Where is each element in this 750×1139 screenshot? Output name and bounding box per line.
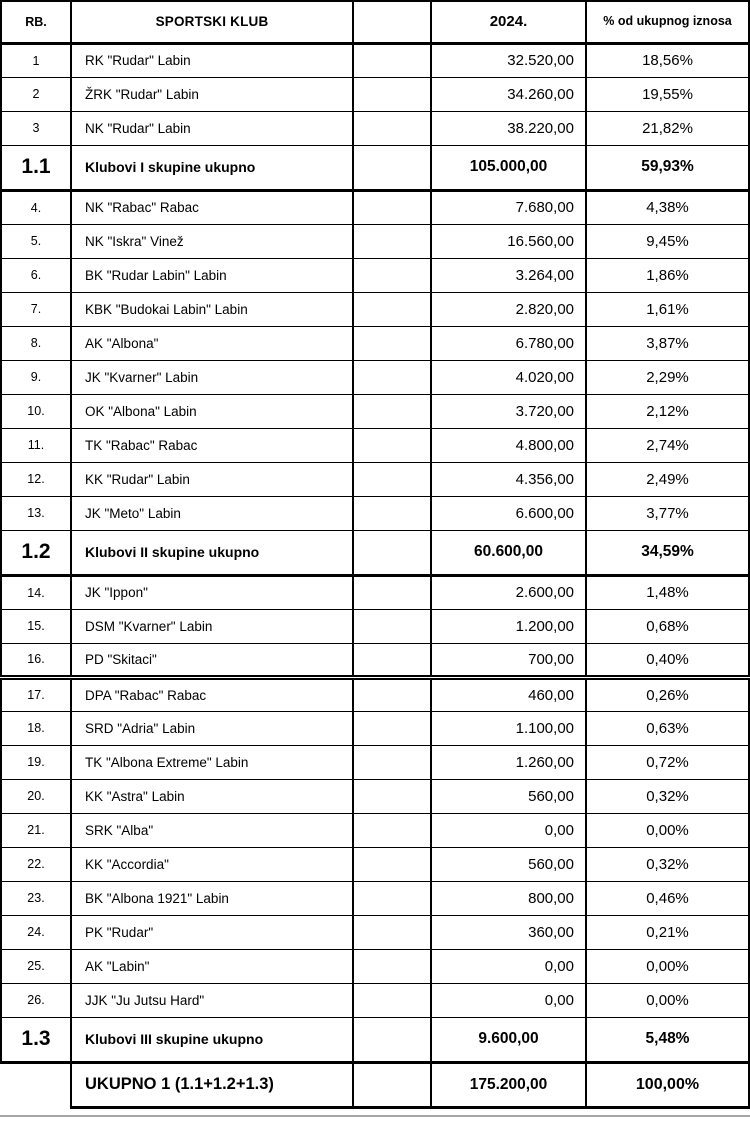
table-row: [1, 847, 749, 881]
percent-cell: 0,63%: [586, 711, 749, 745]
rb-cell: 1.1: [1, 145, 71, 190]
club-cell: KK "Astra" Labin: [71, 779, 353, 813]
percent-cell: 0,32%: [586, 779, 749, 813]
rb-cell: 4.: [1, 190, 71, 224]
percent-cell: 2,12%: [586, 394, 749, 428]
percent-cell: 2,49%: [586, 462, 749, 496]
rb-cell: 7.: [1, 292, 71, 326]
amount-cell: 4.800,00: [431, 428, 586, 462]
percent-cell: 3,77%: [586, 496, 749, 530]
table-row: [1, 779, 749, 813]
table-row: [1, 745, 749, 779]
header-row: [1, 1, 749, 43]
rb-cell: 23.: [1, 881, 71, 915]
amount-cell: 9.600,00: [431, 1017, 586, 1062]
amount-cell: 0,00: [431, 983, 586, 1017]
blank-cell: [353, 462, 431, 496]
blank-cell: [353, 881, 431, 915]
amount-cell: 3.264,00: [431, 258, 586, 292]
percent-cell: 2,74%: [586, 428, 749, 462]
percent-cell: 4,38%: [586, 190, 749, 224]
percent-cell: 0,00%: [586, 983, 749, 1017]
rb-cell: 2: [1, 77, 71, 111]
percent-cell: 19,55%: [586, 77, 749, 111]
blank-cell: [353, 190, 431, 224]
header-club: SPORTSKI KLUB: [71, 1, 353, 43]
blank-cell: [353, 983, 431, 1017]
table-row: [1, 77, 749, 111]
rb-cell: 15.: [1, 609, 71, 643]
rb-cell: 1.2: [1, 530, 71, 575]
club-cell: JJK "Ju Jutsu Hard": [71, 983, 353, 1017]
table-row: [1, 462, 749, 496]
amount-cell: 560,00: [431, 779, 586, 813]
table-row: [1, 292, 749, 326]
club-cell: NK "Rabac" Rabac: [71, 190, 353, 224]
table-row: [1, 428, 749, 462]
rb-cell: 13.: [1, 496, 71, 530]
rb-cell: 3: [1, 111, 71, 145]
blank-cell: [353, 813, 431, 847]
percent-cell: 0,46%: [586, 881, 749, 915]
blank-cell: [353, 847, 431, 881]
table-row: [1, 711, 749, 745]
blank-cell: [353, 292, 431, 326]
table-row: [1, 1062, 749, 1107]
rb-cell: 6.: [1, 258, 71, 292]
amount-cell: 175.200,00: [431, 1062, 586, 1107]
page-bottom-edge: [0, 1115, 750, 1117]
amount-cell: 460,00: [431, 677, 586, 711]
amount-cell: 800,00: [431, 881, 586, 915]
table-row: [1, 609, 749, 643]
amount-cell: 1.260,00: [431, 745, 586, 779]
blank-cell: [353, 609, 431, 643]
table-row: [1, 145, 749, 190]
rb-cell: 16.: [1, 643, 71, 677]
amount-cell: 4.020,00: [431, 360, 586, 394]
table-header: [1, 1, 749, 43]
club-cell: JK "Meto" Labin: [71, 496, 353, 530]
percent-cell: 1,61%: [586, 292, 749, 326]
table-row: [1, 575, 749, 609]
amount-cell: 2.600,00: [431, 575, 586, 609]
blank-cell: [353, 915, 431, 949]
amount-cell: 6.600,00: [431, 496, 586, 530]
blank-cell: [353, 575, 431, 609]
club-cell: Klubovi II skupine ukupno: [71, 530, 353, 575]
percent-cell: 9,45%: [586, 224, 749, 258]
blank-cell: [353, 428, 431, 462]
club-cell: JK "Ippon": [71, 575, 353, 609]
rb-cell: [1, 1062, 71, 1107]
percent-cell: 18,56%: [586, 43, 749, 77]
rb-cell: 19.: [1, 745, 71, 779]
rb-cell: 21.: [1, 813, 71, 847]
percent-cell: 2,29%: [586, 360, 749, 394]
table-row: [1, 111, 749, 145]
blank-cell: [353, 77, 431, 111]
blank-cell: [353, 326, 431, 360]
club-cell: Klubovi I skupine ukupno: [71, 145, 353, 190]
amount-cell: 700,00: [431, 643, 586, 677]
rb-cell: 22.: [1, 847, 71, 881]
amount-cell: 0,00: [431, 949, 586, 983]
percent-cell: 0,00%: [586, 949, 749, 983]
amount-cell: 16.560,00: [431, 224, 586, 258]
percent-cell: 3,87%: [586, 326, 749, 360]
club-cell: TK "Rabac" Rabac: [71, 428, 353, 462]
table-row: [1, 190, 749, 224]
rb-cell: 8.: [1, 326, 71, 360]
blank-cell: [353, 530, 431, 575]
table-row: [1, 360, 749, 394]
rb-cell: 25.: [1, 949, 71, 983]
table-row: [1, 881, 749, 915]
club-cell: AK "Labin": [71, 949, 353, 983]
blank-cell: [353, 1062, 431, 1107]
amount-cell: 34.260,00: [431, 77, 586, 111]
blank-cell: [353, 643, 431, 677]
blank-cell: [353, 360, 431, 394]
rb-cell: 14.: [1, 575, 71, 609]
club-cell: PD "Skitaci": [71, 643, 353, 677]
percent-cell: 34,59%: [586, 530, 749, 575]
rb-cell: 9.: [1, 360, 71, 394]
blank-cell: [353, 258, 431, 292]
rb-cell: 18.: [1, 711, 71, 745]
club-cell: KK "Accordia": [71, 847, 353, 881]
table-row: [1, 1017, 749, 1062]
header-blank: [353, 1, 431, 43]
club-cell: KBK "Budokai Labin" Labin: [71, 292, 353, 326]
table-row: [1, 949, 749, 983]
percent-cell: 1,86%: [586, 258, 749, 292]
percent-cell: 0,21%: [586, 915, 749, 949]
table-row: [1, 915, 749, 949]
blank-cell: [353, 145, 431, 190]
blank-cell: [353, 711, 431, 745]
rb-cell: 12.: [1, 462, 71, 496]
table-row: [1, 530, 749, 575]
blank-cell: [353, 394, 431, 428]
amount-cell: 3.720,00: [431, 394, 586, 428]
header-year: 2024.: [431, 1, 586, 43]
table-body: [1, 43, 749, 1107]
percent-cell: 0,68%: [586, 609, 749, 643]
percent-cell: 0,72%: [586, 745, 749, 779]
rb-cell: 17.: [1, 677, 71, 711]
amount-cell: 7.680,00: [431, 190, 586, 224]
blank-cell: [353, 779, 431, 813]
club-cell: RK "Rudar" Labin: [71, 43, 353, 77]
table-row: [1, 326, 749, 360]
amount-cell: 6.780,00: [431, 326, 586, 360]
amount-cell: 560,00: [431, 847, 586, 881]
club-cell: PK "Rudar": [71, 915, 353, 949]
percent-cell: 21,82%: [586, 111, 749, 145]
amount-cell: 2.820,00: [431, 292, 586, 326]
blank-cell: [353, 949, 431, 983]
club-cell: SRK "Alba": [71, 813, 353, 847]
club-cell: TK "Albona Extreme" Labin: [71, 745, 353, 779]
amount-cell: 360,00: [431, 915, 586, 949]
club-cell: DPA "Rabac" Rabac: [71, 677, 353, 711]
blank-cell: [353, 224, 431, 258]
rb-cell: 1: [1, 43, 71, 77]
blank-cell: [353, 111, 431, 145]
amount-cell: 32.520,00: [431, 43, 586, 77]
amount-cell: 60.600,00: [431, 530, 586, 575]
club-cell: JK "Kvarner" Labin: [71, 360, 353, 394]
amount-cell: 0,00: [431, 813, 586, 847]
header-percent: % od ukupnog iznosa: [586, 1, 749, 43]
percent-cell: 1,48%: [586, 575, 749, 609]
club-cell: KK "Rudar" Labin: [71, 462, 353, 496]
percent-cell: 5,48%: [586, 1017, 749, 1062]
amount-cell: 1.200,00: [431, 609, 586, 643]
table-row: [1, 224, 749, 258]
rb-cell: 24.: [1, 915, 71, 949]
percent-cell: 59,93%: [586, 145, 749, 190]
club-cell: SRD "Adria" Labin: [71, 711, 353, 745]
club-cell: DSM "Kvarner" Labin: [71, 609, 353, 643]
blank-cell: [353, 43, 431, 77]
table-row: [1, 496, 749, 530]
table-row: [1, 258, 749, 292]
rb-cell: 26.: [1, 983, 71, 1017]
club-cell: UKUPNO 1 (1.1+1.2+1.3): [71, 1062, 353, 1107]
club-cell: Klubovi III skupine ukupno: [71, 1017, 353, 1062]
club-cell: ŽRK "Rudar" Labin: [71, 77, 353, 111]
club-cell: OK "Albona" Labin: [71, 394, 353, 428]
blank-cell: [353, 745, 431, 779]
blank-cell: [353, 677, 431, 711]
amount-cell: 1.100,00: [431, 711, 586, 745]
table-row: [1, 677, 749, 711]
rb-cell: 10.: [1, 394, 71, 428]
club-cell: NK "Rudar" Labin: [71, 111, 353, 145]
club-cell: AK "Albona": [71, 326, 353, 360]
amount-cell: 4.356,00: [431, 462, 586, 496]
percent-cell: 0,40%: [586, 643, 749, 677]
rb-cell: 20.: [1, 779, 71, 813]
table-row: [1, 394, 749, 428]
blank-cell: [353, 496, 431, 530]
header-rb: RB.: [1, 1, 71, 43]
table-row: [1, 983, 749, 1017]
club-cell: NK "Iskra" Vinež: [71, 224, 353, 258]
blank-cell: [353, 1017, 431, 1062]
rb-cell: 11.: [1, 428, 71, 462]
percent-cell: 100,00%: [586, 1062, 749, 1107]
table-row: [1, 643, 749, 677]
rb-cell: 1.3: [1, 1017, 71, 1062]
percent-cell: 0,00%: [586, 813, 749, 847]
table-row: [1, 813, 749, 847]
percent-cell: 0,32%: [586, 847, 749, 881]
percent-cell: 0,26%: [586, 677, 749, 711]
amount-cell: 38.220,00: [431, 111, 586, 145]
club-cell: BK "Albona 1921" Labin: [71, 881, 353, 915]
rb-cell: 5.: [1, 224, 71, 258]
club-cell: BK "Rudar Labin" Labin: [71, 258, 353, 292]
amount-cell: 105.000,00: [431, 145, 586, 190]
table-row: [1, 43, 749, 77]
